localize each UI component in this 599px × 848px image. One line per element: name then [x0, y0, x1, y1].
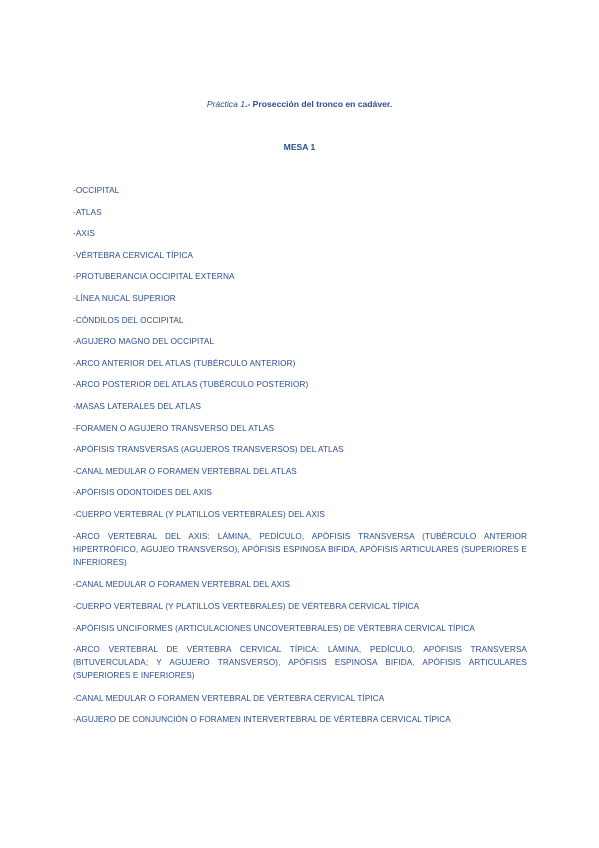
list-item: -CANAL MEDULAR O FORAMEN VERTEBRAL DEL AXIS [73, 580, 291, 589]
list-item: -ATLAS [73, 208, 102, 217]
list-item: -MASAS LATERALES DEL ATLAS [73, 402, 202, 411]
section-heading: MESA 1 [283, 142, 316, 152]
list-item: -APÓFISIS ODONTOIDES DEL AXIS [73, 488, 212, 497]
list-item: -ARCO ANTERIOR DEL ATLAS (TUBÉRCULO ANTERIOR) [73, 359, 296, 368]
list-item: -APÓFISIS TRANSVERSAS (AGUJEROS TRANSVERSOS) DEL ATLAS [73, 445, 344, 454]
list-item: -AGUJERO DE CONJUNCIÓN O FORAMEN INTERVERTEBRAL DE VÉRTEBRA CERVICAL TÍPICA [73, 715, 451, 724]
list-item: -CÓNDILOS DEL OCCIPITAL [73, 316, 184, 325]
list-item: -CANAL MEDULAR O FORAMEN VERTEBRAL DE VÉRTEBRA CERVICAL TÍPICA [73, 694, 385, 703]
list-item: -ARCO VERTEBRAL DEL AXIS: LÁMINA, PEDÍCULO, APÓFISIS TRANSVERSA (TUBÉRCULO ANTERIOR HIPERTRÓFICO, AGUJEO TRANSVERSO), APÓFISIS ESPINOSA BIFIDA, APÓFISIS ARTICULARES (SUPERIORES E INFERIORES) [73, 532, 527, 567]
list-item: -AGUJERO MAGNO DEL OCCIPITAL [73, 337, 215, 346]
title-rest: .- Prosección del tronco en cadáver. [245, 99, 393, 109]
list-item: -AXIS [73, 229, 95, 238]
list-item: -VÉRTEBRA CERVICAL TÍPICA [73, 251, 194, 260]
list-item: -PROTUBERANCIA OCCIPITAL EXTERNA [73, 272, 235, 281]
list-item: -ARCO VERTEBRAL DE VÉRTEBRA CERVICAL TÍPICA: LÁMINA, PEDÍCULO, APÓFISIS TRANSVERSA (BITUVERCULADA; Y AGUJERO TRANSVERSO), APÓFISIS ESPINOSA BIFIDA, APÓFISIS ARTICULARES (SUPERIORES E INFERIORES) [73, 645, 527, 680]
list-item: -CUERPO VERTEBRAL (Y PLATILLOS VERTEBRALES) DE VÉRTEBRA CERVICAL TÍPICA [73, 602, 420, 611]
list-item: -APÓFISIS UNCIFORMES (ARTICULACIONES UNCOVERTEBRALES) DE VÉRTEBRA CERVICAL TÍPICA [73, 624, 475, 633]
document-title [0, 99, 599, 109]
list-item: -LÍNEA NUCAL SUPERIOR [73, 294, 176, 303]
list-item: -CUERPO VERTEBRAL (Y PLATILLOS VERTEBRALES) DEL AXIS [73, 510, 325, 519]
list-item: -OCCIPITAL [73, 186, 120, 195]
list-item: -FORAMEN O AGUJERO TRANSVERSO DEL ATLAS [73, 424, 275, 433]
list-item: -CANAL MEDULAR O FORAMEN VERTEBRAL DEL ATLAS [73, 467, 297, 476]
list-item: -ARCO POSTERIOR DEL ATLAS (TUBÉRCULO POSTERIOR) [73, 380, 309, 389]
title-italic: Práctica 1 [206, 99, 246, 109]
